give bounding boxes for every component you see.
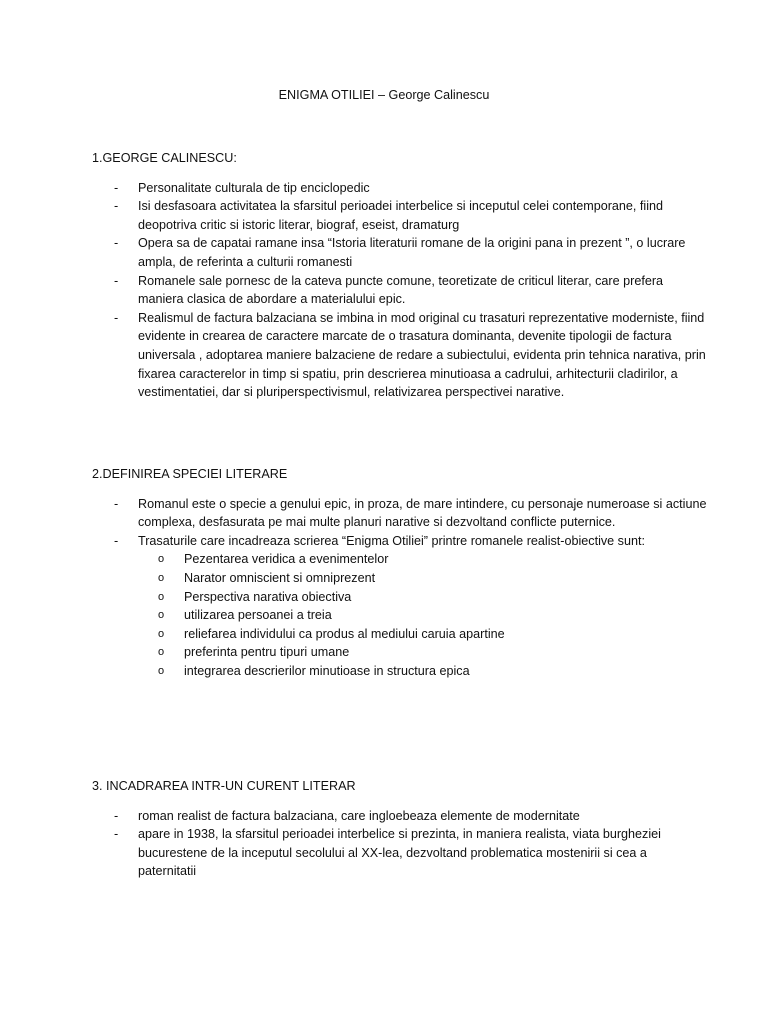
list-item-text: roman realist de factura balzaciana, care ingloebeaza elemente de modernitate — [138, 808, 580, 823]
bullet-list — [92, 179, 708, 402]
list-item-text: Isi desfasoara activitatea la sfarsitul perioadei interbelice si inceputul celei contemporane, fiind deopotriva critic si istoric literar, biograf, eseist, dramaturg — [138, 199, 664, 232]
sub-list-item — [92, 588, 708, 607]
dash-bullet: - — [114, 199, 119, 214]
circle-bullet: o — [158, 571, 165, 584]
dash-bullet: - — [114, 236, 119, 251]
sub-list-item — [92, 550, 708, 569]
document-title: ENIGMA OTILIEI – George Calinescu — [278, 88, 490, 102]
section-heading: 1.GEORGE CALINESCU: — [92, 151, 237, 165]
circle-bullet: o — [158, 664, 165, 677]
list-item — [92, 272, 708, 309]
list-item — [92, 495, 708, 532]
section-heading: 3. INCADRAREA INTR-UN CURENT LITERAR — [92, 779, 356, 793]
section-definirea-speciei — [92, 465, 708, 681]
list-item-text: Romanele sale pornesc de la cateva puncte comune, teoretizate de criticul literar, care prefera maniera clasica de abordare a materialului epic. — [138, 273, 664, 307]
sub-list-item — [92, 662, 708, 681]
list-item — [92, 309, 708, 402]
list-item — [92, 807, 708, 826]
sub-list-item-text: utilizarea persoanei a treia — [184, 608, 332, 623]
dash-bullet: - — [114, 180, 119, 195]
section-george-calinescu — [92, 149, 708, 402]
list-item — [92, 197, 708, 234]
list-item-text: Romanul este o specie a genului epic, in proza, de mare intindere, cu personaje numeroase si actiune complexa, desfasurata pe mai multe planuri narative si dezvoltand conflicte puternice. — [138, 496, 707, 530]
circle-bullet: o — [158, 646, 165, 659]
circle-bullet: o — [158, 627, 165, 640]
list-item — [92, 234, 708, 271]
sub-list-item — [92, 606, 708, 625]
sub-list-item-text: Perspectiva narativa obiectiva — [184, 589, 352, 604]
dash-bullet: - — [114, 496, 119, 511]
circle-bullet-list — [92, 550, 708, 680]
dash-bullet: - — [114, 310, 119, 325]
list-item — [92, 532, 708, 551]
bullet-list — [92, 807, 708, 881]
circle-bullet: o — [158, 553, 165, 566]
list-item — [92, 179, 708, 198]
sub-list-item — [92, 625, 708, 644]
sub-list-item — [92, 643, 708, 662]
list-item-text: apare in 1938, la sfarsitul perioadei interbelice si prezinta, in maniera realista, viata burgheziei bucurestene de la inceputul secolului al XX-lea, dezvoltand problematica mostenirii si cea a paternitatii — [138, 827, 661, 879]
list-item-text: Trasaturile care incadreaza scrierea “Enigma Otiliei” printre romanele realist-obiective sunt: — [138, 533, 645, 548]
dash-bullet: - — [114, 273, 119, 288]
section-heading: 2.DEFINIREA SPECIEI LITERARE — [92, 467, 288, 481]
list-item-text: Opera sa de capatai ramane insa “Istoria literaturii romane de la origini pana in prezent ”, o lucrare ampla, de referinta a culturii romanesti — [138, 236, 686, 269]
sub-list-item — [92, 569, 708, 588]
sub-list-item-text: Narator omniscient si omniprezent — [184, 570, 376, 585]
dash-bullet: - — [114, 827, 119, 842]
sub-list-item-text: Pezentarea veridica a evenimentelor — [184, 552, 389, 567]
circle-bullet: o — [158, 609, 165, 622]
bullet-list — [92, 495, 708, 551]
section-incadrarea-curent — [92, 777, 708, 881]
circle-bullet: o — [158, 590, 165, 603]
dash-bullet: - — [114, 533, 119, 548]
sub-list-item-text: integrarea descrierilor minutioase in structura epica — [184, 663, 470, 678]
sub-list-item-text: reliefarea individului ca produs al mediului caruia apartine — [184, 626, 505, 641]
dash-bullet: - — [114, 808, 119, 823]
sub-list-item-text: preferinta pentru tipuri umane — [184, 645, 350, 660]
list-item — [92, 825, 708, 881]
list-item-text: Realismul de factura balzaciana se imbina in mod original cu trasaturi reprezentative moderniste, fiind evidente in crearea de caractere marcate de o trasatura dominanta, devenite tipologii de factura universala , adoptarea maniere balzaciene de redare a subiectului, evidenta prin tehnica narativa, prin fixarea caracterelor in timp si spatiu, prin descrierea minutioasa a cadrului, arhitecturii cladirilor, a vestimentatiei, dar si pluriperspectivismul, relativizarea perspectivei narative. — [138, 310, 706, 400]
list-item-text: Personalitate culturala de tip enciclopedic — [138, 180, 370, 195]
